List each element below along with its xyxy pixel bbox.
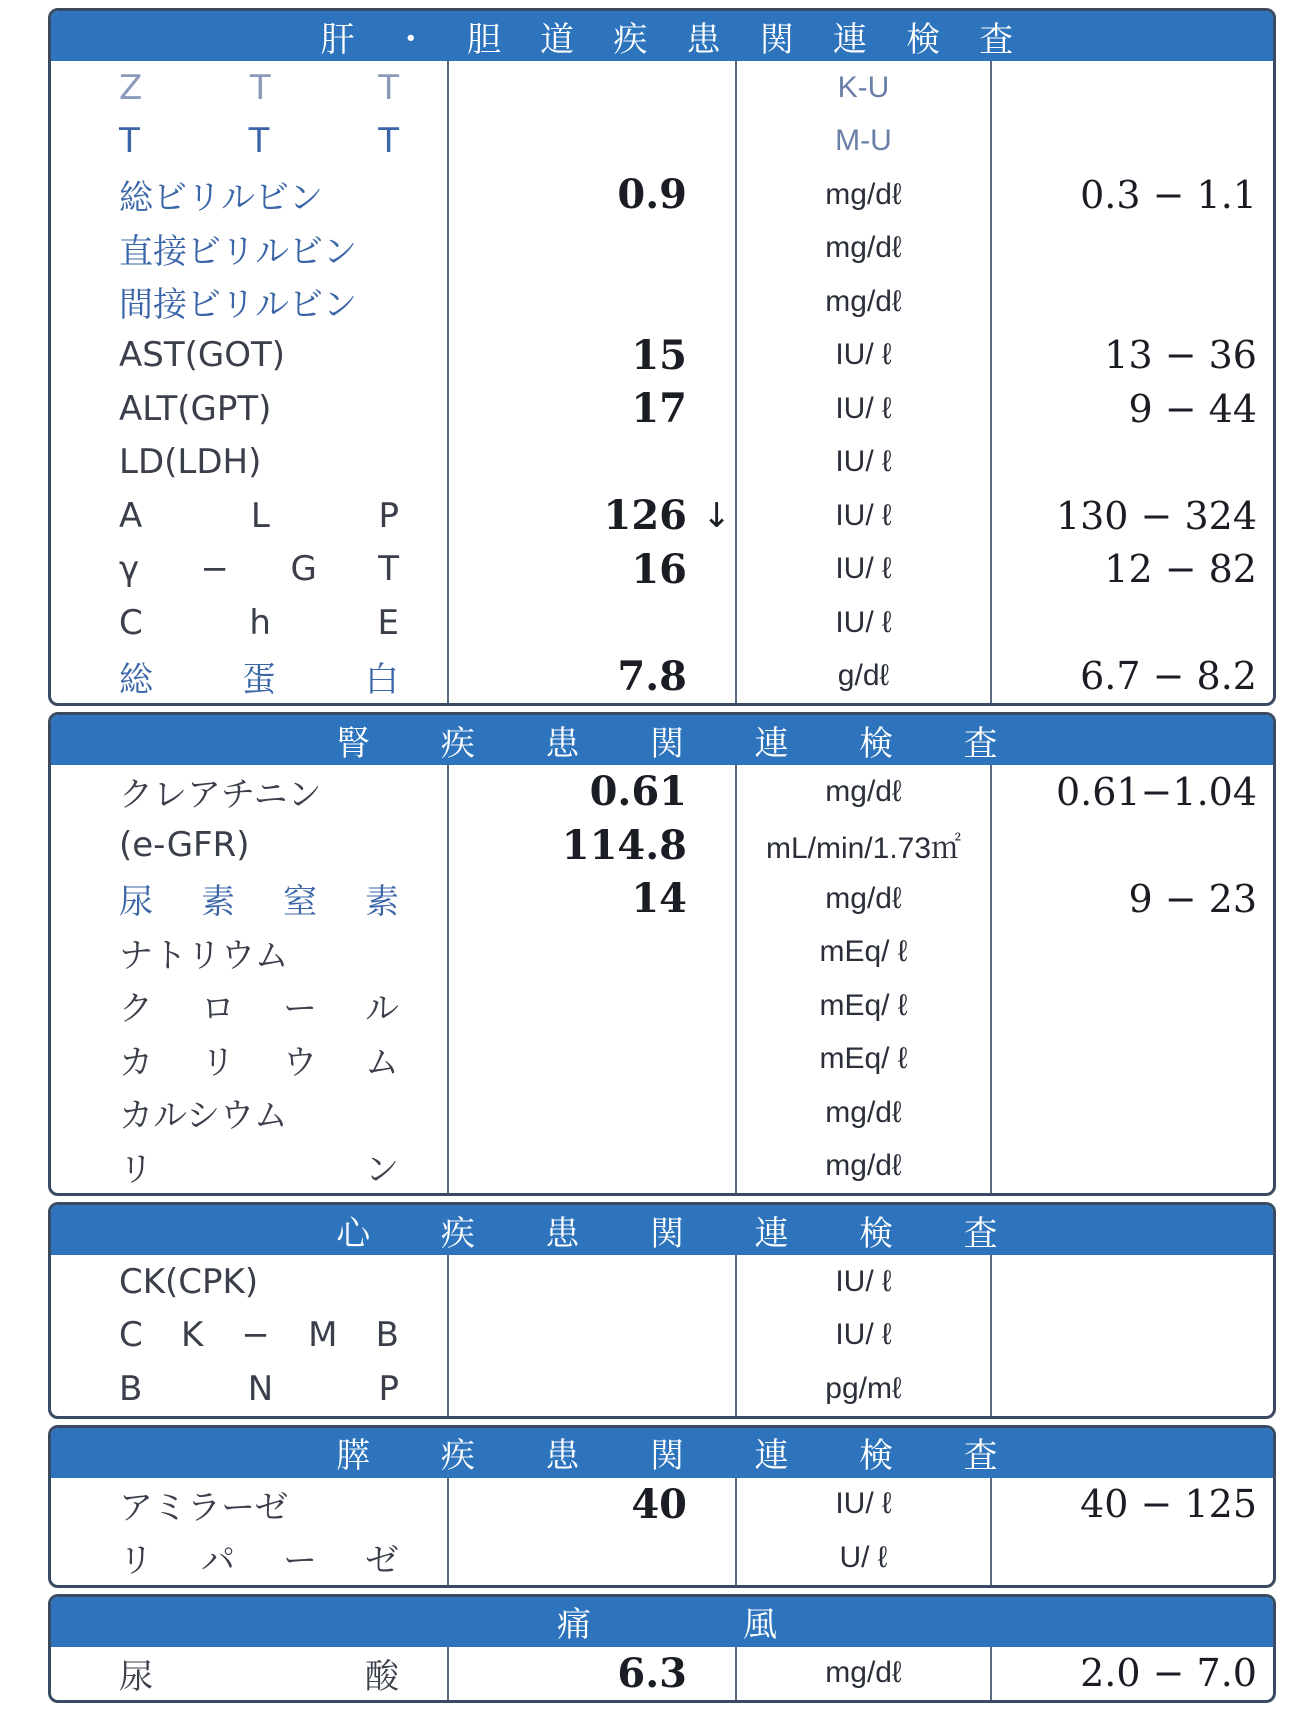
test-name-label	[119, 121, 399, 161]
test-name	[51, 489, 447, 543]
result-value-cell	[447, 168, 735, 222]
test-name-label: 総ビリルビン	[119, 178, 323, 219]
section-header	[51, 1205, 1273, 1255]
test-name	[51, 275, 447, 329]
test-name-label	[119, 1142, 399, 1191]
unit: K-U	[735, 61, 990, 115]
result-value-cell	[447, 1140, 735, 1194]
result-value-cell	[447, 650, 735, 704]
section-title-char: 風	[743, 1605, 777, 1645]
reference-range	[990, 1309, 1273, 1363]
reference-range	[990, 275, 1273, 329]
section-title-char: 心	[336, 1213, 371, 1254]
lab-results-sheet	[48, 8, 1276, 1709]
test-name	[51, 61, 447, 115]
section-title-char: 関	[649, 1213, 684, 1254]
unit: mEq/ ℓ	[735, 926, 990, 980]
unit: IU/ ℓ	[735, 489, 990, 543]
test-name-part: T	[378, 549, 399, 590]
result-value-cell	[447, 1309, 735, 1363]
test-name-part: カ	[119, 1042, 153, 1083]
unit: IU/ ℓ	[735, 543, 990, 597]
test-name-part: T	[119, 121, 140, 162]
test-name-part: P	[378, 495, 399, 536]
section-title-char: 関	[649, 1436, 684, 1476]
section-title-char: 連	[754, 723, 789, 764]
test-name-label: CK(CPK)	[119, 1261, 259, 1302]
result-rows	[51, 765, 1273, 1193]
test-name-part: 蛋	[242, 659, 276, 700]
test-name	[51, 1531, 447, 1585]
reference-range	[990, 1033, 1273, 1087]
reference-range	[990, 436, 1273, 490]
unit: IU/ ℓ	[735, 436, 990, 490]
unit: mg/dℓ	[735, 222, 990, 276]
section-title-char: 道	[540, 19, 575, 60]
test-name-label: 間接ビリルビン	[119, 285, 357, 326]
result-value: 126	[603, 492, 687, 540]
test-name	[51, 222, 447, 276]
reference-range	[990, 926, 1273, 980]
reference-range: 40 − 125	[990, 1478, 1273, 1532]
section-title-char: 腎	[336, 723, 371, 764]
test-name-part: G	[290, 549, 317, 590]
test-name-label	[119, 496, 399, 536]
result-value-cell	[447, 222, 735, 276]
result-value-cell	[447, 1362, 735, 1416]
section-title-char: 痛	[557, 1605, 591, 1645]
test-name	[51, 596, 447, 650]
unit: mg/dℓ	[735, 275, 990, 329]
reference-range: 13 − 36	[990, 329, 1273, 383]
unit: mg/dℓ	[735, 765, 990, 819]
test-name-label: 直接ビリルビン	[119, 231, 357, 272]
test-name-part: リ	[119, 1149, 153, 1190]
test-name-label	[119, 1533, 399, 1582]
test-name-part: 素	[201, 882, 235, 923]
test-name-part: ー	[283, 1541, 317, 1582]
reference-range	[990, 61, 1273, 115]
test-name-part: h	[249, 602, 271, 643]
test-name-label: ALT(GPT)	[119, 388, 272, 429]
test-name-part: M	[308, 1315, 338, 1356]
result-value: 0.9	[617, 171, 687, 219]
result-value-cell	[447, 1086, 735, 1140]
result-value-cell	[447, 819, 735, 873]
result-value-cell	[447, 115, 735, 169]
reference-range: 0.3 − 1.1	[990, 168, 1273, 222]
section-title-char: 疾	[440, 1436, 475, 1476]
test-name-part: 尿	[119, 882, 153, 923]
reference-range	[990, 1531, 1273, 1585]
reference-range	[990, 1255, 1273, 1309]
result-value: 0.61	[589, 768, 687, 816]
reference-range: 2.0 − 7.0	[990, 1647, 1273, 1701]
result-value-cell	[447, 543, 735, 597]
result-value-cell	[447, 1478, 735, 1532]
test-name-part: ル	[365, 989, 399, 1030]
section-header	[51, 1428, 1273, 1478]
section-title-char: 査	[963, 1436, 998, 1476]
reference-range	[990, 1086, 1273, 1140]
test-name-label	[119, 549, 399, 589]
section-header	[51, 1597, 1273, 1647]
section-gout	[48, 1594, 1276, 1704]
test-name-part: 総	[119, 659, 153, 700]
reference-range: 12 − 82	[990, 543, 1273, 597]
result-value-cell	[447, 1531, 735, 1585]
section-title-char: 疾	[440, 723, 475, 764]
unit: IU/ ℓ	[735, 329, 990, 383]
test-name-part: E	[377, 602, 399, 643]
test-name-part: γ	[119, 549, 140, 590]
result-rows	[51, 61, 1273, 703]
test-name-part: ウ	[283, 1042, 317, 1083]
test-name	[51, 436, 447, 490]
test-name-label	[119, 874, 399, 923]
section-title-char: 患	[686, 19, 721, 60]
section-pancreas	[48, 1425, 1276, 1588]
test-name	[51, 1478, 447, 1532]
result-value-cell	[447, 979, 735, 1033]
section-title-char: 胆	[466, 19, 501, 60]
unit: M-U	[735, 115, 990, 169]
test-name	[51, 926, 447, 980]
result-value-cell	[447, 489, 735, 543]
result-value-cell	[447, 329, 735, 383]
test-name-part: ゼ	[365, 1541, 399, 1582]
section-title-char: 疾	[613, 19, 648, 60]
test-name-part: T	[249, 67, 271, 108]
result-value-cell	[447, 1255, 735, 1309]
unit: mg/dℓ	[735, 1140, 990, 1194]
test-name	[51, 1140, 447, 1194]
result-value: 6.3	[617, 1649, 687, 1697]
reference-range: 9 − 23	[990, 872, 1273, 926]
result-rows	[51, 1647, 1273, 1701]
section-title-char: 患	[545, 1213, 580, 1254]
unit: mg/dℓ	[735, 168, 990, 222]
test-name-part: ロ	[201, 989, 235, 1030]
reference-range: 9 − 44	[990, 382, 1273, 436]
section-title-char: 連	[754, 1436, 789, 1476]
section-title-char: 連	[832, 19, 867, 60]
test-name-label: LD(LDH)	[119, 442, 262, 483]
test-name-part: パ	[201, 1541, 235, 1582]
result-value-cell	[447, 61, 735, 115]
section-title-char: 検	[906, 19, 941, 60]
section-title-char: 検	[859, 723, 894, 764]
unit: mEq/ ℓ	[735, 979, 990, 1033]
unit: g/dℓ	[735, 650, 990, 704]
test-name-part: B	[375, 1315, 399, 1356]
test-name-part: −	[200, 549, 230, 590]
result-value: 40	[631, 1480, 687, 1528]
section-kidney	[48, 712, 1276, 1196]
test-name-part: B	[119, 1368, 143, 1409]
test-name-label: ナトリウム	[119, 935, 289, 976]
test-name-part: T	[248, 121, 270, 162]
result-value-cell	[447, 926, 735, 980]
result-value: 17	[631, 385, 687, 433]
result-value-cell	[447, 1033, 735, 1087]
test-name-part: N	[247, 1368, 274, 1409]
reference-range: 6.7 − 8.2	[990, 650, 1273, 704]
section-title-char: 関	[649, 723, 684, 764]
test-name-label: アミラーゼ	[119, 1487, 289, 1528]
test-name	[51, 1362, 447, 1416]
reference-range: 0.61−1.04	[990, 765, 1273, 819]
section-title-char: ・	[393, 19, 428, 60]
unit: mg/dℓ	[735, 1086, 990, 1140]
test-name-label	[119, 981, 399, 1030]
test-name	[51, 765, 447, 819]
test-name-part: −	[241, 1315, 270, 1356]
test-name-part: ン	[365, 1149, 399, 1190]
section-header	[51, 715, 1273, 765]
test-name-label: クレアチニン	[119, 775, 322, 816]
test-name-part: 酸	[365, 1656, 399, 1697]
section-title-char: 患	[545, 1436, 580, 1476]
reference-range	[990, 1140, 1273, 1194]
section-title-char: 査	[963, 723, 998, 764]
test-name-part: 窒	[283, 882, 317, 923]
test-name	[51, 115, 447, 169]
test-name-label	[119, 603, 399, 643]
test-name	[51, 819, 447, 873]
unit: pg/mℓ	[735, 1362, 990, 1416]
test-name	[51, 382, 447, 436]
test-name-label	[119, 1315, 399, 1355]
result-value-cell	[447, 436, 735, 490]
section-title-char: 検	[859, 1213, 894, 1254]
test-name-label	[119, 1369, 399, 1409]
unit: U/ ℓ	[735, 1531, 990, 1585]
test-name-part: C	[119, 602, 143, 643]
result-value: 16	[631, 545, 687, 593]
low-flag-icon: ↓	[702, 495, 731, 536]
test-name	[51, 168, 447, 222]
section-heart	[48, 1202, 1276, 1419]
reference-range	[990, 819, 1273, 873]
test-name-part: K	[180, 1315, 204, 1356]
unit: mg/dℓ	[735, 1647, 990, 1701]
test-name-part: ク	[119, 989, 153, 1030]
result-rows	[51, 1255, 1273, 1416]
reference-range: 130 − 324	[990, 489, 1273, 543]
test-name-part: A	[119, 495, 143, 536]
test-name-part: C	[119, 1315, 143, 1356]
test-name-part: ム	[365, 1042, 399, 1083]
test-name	[51, 329, 447, 383]
section-title-char: 査	[979, 19, 1014, 60]
result-value-cell	[447, 596, 735, 650]
test-name-part: P	[378, 1368, 399, 1409]
test-name-label	[119, 1649, 399, 1698]
result-value: 15	[631, 331, 687, 379]
test-name-label	[119, 652, 399, 701]
reference-range	[990, 596, 1273, 650]
test-name	[51, 979, 447, 1033]
reference-range	[990, 1362, 1273, 1416]
result-value: 14	[631, 875, 687, 923]
result-rows	[51, 1478, 1273, 1585]
unit: mEq/ ℓ	[735, 1033, 990, 1087]
section-liver-biliary	[48, 8, 1276, 706]
section-title-char: 関	[759, 19, 794, 60]
test-name-part: L	[250, 495, 270, 536]
section-title-char: 膵	[336, 1436, 371, 1476]
result-value: 7.8	[617, 652, 687, 700]
result-value-cell	[447, 382, 735, 436]
unit: IU/ ℓ	[735, 1255, 990, 1309]
test-name-part: T	[378, 121, 399, 162]
test-name-part: Z	[119, 67, 143, 108]
unit: mg/dℓ	[735, 872, 990, 926]
section-header	[51, 11, 1273, 61]
test-name-label	[119, 1035, 399, 1084]
unit: IU/ ℓ	[735, 596, 990, 650]
test-name-part: 素	[365, 882, 399, 923]
test-name-label: カルシウム	[119, 1096, 288, 1137]
test-name	[51, 1309, 447, 1363]
reference-range	[990, 222, 1273, 276]
test-name-label: (e-GFR)	[119, 825, 250, 866]
result-value-cell	[447, 1647, 735, 1701]
test-name-part: ー	[283, 989, 317, 1030]
section-title-char: 査	[963, 1213, 998, 1254]
unit: mL/min/1.73㎡	[735, 819, 990, 873]
unit: IU/ ℓ	[735, 382, 990, 436]
unit: IU/ ℓ	[735, 1478, 990, 1532]
test-name	[51, 1647, 447, 1701]
section-title-char: 連	[754, 1213, 789, 1254]
result-value-cell	[447, 275, 735, 329]
test-name-part: T	[378, 67, 399, 108]
test-name-label: AST(GOT)	[119, 335, 286, 376]
test-name-label	[119, 68, 399, 108]
reference-range	[990, 979, 1273, 1033]
reference-range	[990, 115, 1273, 169]
section-title-char: 疾	[440, 1213, 475, 1254]
test-name	[51, 543, 447, 597]
test-name-part: 尿	[119, 1656, 153, 1697]
section-title-char: 肝	[320, 19, 355, 60]
test-name	[51, 872, 447, 926]
test-name	[51, 1033, 447, 1087]
section-title-char: 患	[545, 723, 580, 764]
test-name	[51, 650, 447, 704]
test-name	[51, 1086, 447, 1140]
result-value-cell	[447, 765, 735, 819]
test-name-part: 白	[365, 659, 399, 700]
unit: IU/ ℓ	[735, 1309, 990, 1363]
test-name-part: リ	[119, 1541, 153, 1582]
test-name-part: リ	[201, 1042, 235, 1083]
test-name	[51, 1255, 447, 1309]
result-value: 114.8	[561, 821, 687, 869]
result-value-cell	[447, 872, 735, 926]
section-title-char: 検	[859, 1436, 894, 1476]
